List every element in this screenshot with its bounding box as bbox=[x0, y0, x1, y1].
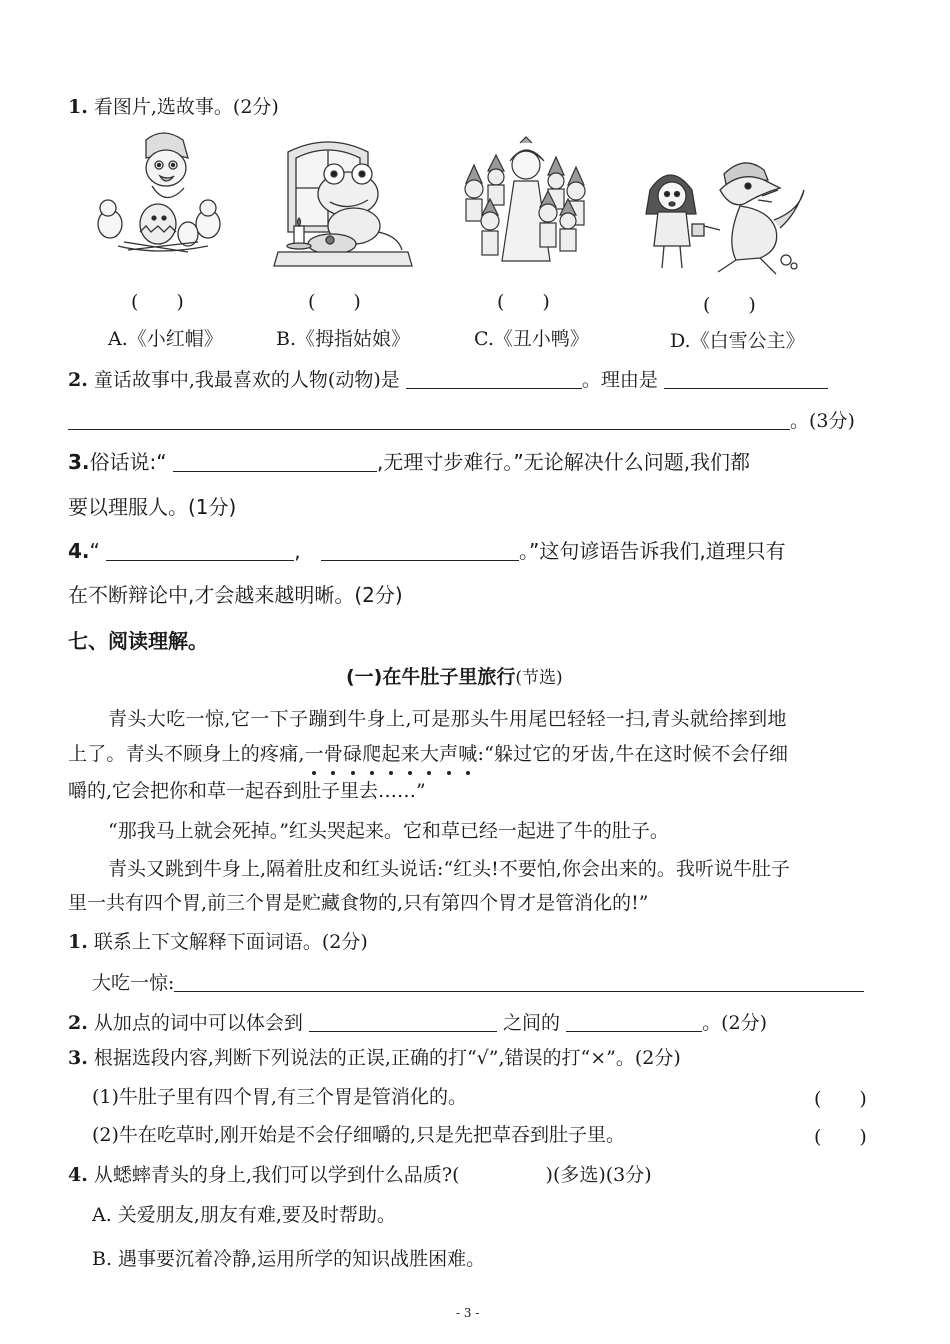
passage-title-note: (节选) bbox=[515, 668, 563, 688]
dotted-char: 碌 bbox=[343, 743, 363, 765]
s7-q1-term-row bbox=[92, 970, 864, 996]
q2-text-a: 童话故事中,我最喜欢的人物(动物)是 bbox=[93, 369, 400, 391]
para1-line2 bbox=[68, 741, 788, 767]
s7-q4 bbox=[68, 1162, 652, 1188]
s7-q2-text-c: 。(2分) bbox=[702, 1012, 767, 1034]
q3-blank[interactable] bbox=[173, 451, 377, 472]
answer-paren-4[interactable]: ( ) bbox=[703, 294, 756, 316]
s7-q2-number: 2. bbox=[68, 1012, 88, 1034]
page-number: - 3 - bbox=[456, 1306, 480, 1320]
option-c: C.《丑小鸭》 bbox=[474, 328, 589, 350]
q2-text-b: 。理由是 bbox=[581, 369, 658, 391]
dotted-char: 大 bbox=[419, 743, 440, 765]
picture-frog-thumbelina bbox=[268, 132, 418, 268]
q2-blank-reason[interactable] bbox=[664, 368, 828, 389]
s7-q3-text: 根据选段内容,判断下列说法的正误,正确的打“√”,错误的打“×”。(2分) bbox=[93, 1047, 681, 1069]
option-a: A.《小红帽》 bbox=[108, 328, 223, 350]
q4-text-c: 在不断辩论中,才会越来越明晰。(2分) bbox=[68, 583, 403, 607]
para2: “那我马上就会死掉。”红头哭起来。它和草已经一起进了牛的肚子。 bbox=[108, 820, 669, 842]
s7-q2-text-b: 之间的 bbox=[503, 1012, 561, 1034]
q4-blank-1[interactable] bbox=[106, 540, 294, 561]
option-b: B.《拇指姑娘》 bbox=[276, 328, 411, 350]
s7-q4-option-a: A. 关爱朋友,朋友有难,要及时帮助。 bbox=[92, 1204, 396, 1226]
dotted-char: 爬 bbox=[362, 743, 382, 765]
q3-number: 3. bbox=[68, 450, 90, 474]
s7-q3 bbox=[68, 1045, 681, 1071]
para1-dotted-words bbox=[305, 743, 478, 765]
q3-text-c: 要以理服人。(1分) bbox=[68, 495, 237, 519]
q2-end: 。(3分) bbox=[790, 410, 855, 432]
q3-text-a: 俗话说:“ bbox=[89, 450, 167, 474]
picture-little-red-riding-hood bbox=[640, 150, 810, 280]
s7-q1-number: 1. bbox=[68, 931, 88, 953]
dotted-char: 骨 bbox=[323, 743, 344, 765]
passage-title-main: (一)在牛肚子里旅行 bbox=[346, 666, 516, 688]
option-d: D.《白雪公主》 bbox=[670, 330, 805, 352]
s7-q4-text-a: 从蟋蟀青头的身上,我们可以学到什么品质?( bbox=[93, 1164, 460, 1186]
s7-q3-item-2: (2)牛在吃草时,刚开始是不会仔细嚼的,只是先把草吞到肚子里。 bbox=[92, 1124, 625, 1146]
q2 bbox=[68, 367, 828, 393]
q4-number: 4. bbox=[68, 539, 90, 563]
q1-heading bbox=[68, 94, 279, 120]
answer-paren-3[interactable]: ( ) bbox=[497, 291, 550, 313]
q2-line2 bbox=[68, 408, 855, 434]
q3 bbox=[68, 449, 750, 475]
s7-q2 bbox=[68, 1010, 767, 1036]
q4-blank-2[interactable] bbox=[321, 540, 519, 561]
section7-heading: 七、阅读理解。 bbox=[68, 629, 208, 653]
s7-q2-blank-1[interactable] bbox=[309, 1011, 497, 1032]
q4-comma: , bbox=[294, 539, 301, 563]
q1-text: 看图片,选故事。(2分) bbox=[93, 96, 279, 118]
answer-paren-1[interactable]: ( ) bbox=[131, 291, 184, 313]
q2-blank-reason-cont[interactable] bbox=[68, 409, 790, 430]
q3-text-b: ,无理寸步难行。”无论解决什么问题,我们都 bbox=[376, 450, 751, 474]
s7-q1-blank[interactable] bbox=[174, 971, 864, 992]
s7-q1-term: 大吃一惊: bbox=[92, 972, 175, 994]
dotted-char: 声 bbox=[439, 743, 459, 765]
answer-paren-2[interactable]: ( ) bbox=[308, 291, 361, 313]
para3-line2: 里一共有四个胃,前三个胃是贮藏食物的,只有第四个胃才是管消化的!” bbox=[68, 892, 649, 914]
para1-line3: 嚼的,它会把你和草一起吞到肚子里去……” bbox=[68, 780, 426, 802]
s7-q3-item-1: (1)牛肚子里有四个胃,有三个胃是管消化的。 bbox=[92, 1086, 467, 1108]
s7-q2-text-a: 从加点的词中可以体会到 bbox=[93, 1012, 303, 1034]
s7-q1-text: 联系上下文解释下面词语。(2分) bbox=[93, 931, 368, 953]
q4-text-b: 。”这句谚语告诉我们,道理只有 bbox=[518, 539, 786, 563]
q4-open-quote: “ bbox=[89, 539, 100, 563]
picture-snow-white bbox=[448, 135, 598, 267]
para1-line1: 青头大吃一惊,它一下子蹦到牛身上,可是那头牛用尾巴轻轻一扫,青头就给摔到地 bbox=[108, 708, 787, 730]
q2-blank-character[interactable] bbox=[406, 368, 582, 389]
para1-line2-a: 上了。青头不顾身上的疼痛, bbox=[68, 743, 305, 765]
para3-line1: 青头又跳到牛身上,隔着肚皮和红头说话:“红头!不要怕,你会出来的。我听说牛肚子 bbox=[108, 858, 790, 880]
s7-q1 bbox=[68, 929, 368, 955]
picture-ugly-duckling bbox=[88, 128, 248, 258]
s7-q2-blank-2[interactable] bbox=[566, 1011, 702, 1032]
s7-q4-text-b: )(多选)(3分) bbox=[545, 1164, 652, 1186]
dotted-char: 一 bbox=[304, 743, 324, 765]
dotted-char: 喊 bbox=[458, 743, 478, 765]
dotted-char: 起 bbox=[381, 743, 401, 765]
s7-q3-number: 3. bbox=[68, 1047, 88, 1069]
s7-q4-option-b: B. 遇事要沉着冷静,运用所学的知识战胜困难。 bbox=[92, 1248, 486, 1270]
q2-number: 2. bbox=[68, 369, 88, 391]
dotted-char: 来 bbox=[400, 743, 420, 765]
s7-q3-item-2-paren[interactable]: ( ) bbox=[814, 1126, 867, 1148]
para1-line2-b: :“躲过它的牙齿,牛在这时候不会仔细 bbox=[477, 743, 789, 765]
s7-q4-number: 4. bbox=[68, 1164, 88, 1186]
passage-title bbox=[346, 664, 563, 691]
s7-q3-item-1-paren[interactable]: ( ) bbox=[814, 1088, 867, 1110]
q4 bbox=[68, 538, 786, 564]
q1-number: 1. bbox=[68, 96, 88, 118]
